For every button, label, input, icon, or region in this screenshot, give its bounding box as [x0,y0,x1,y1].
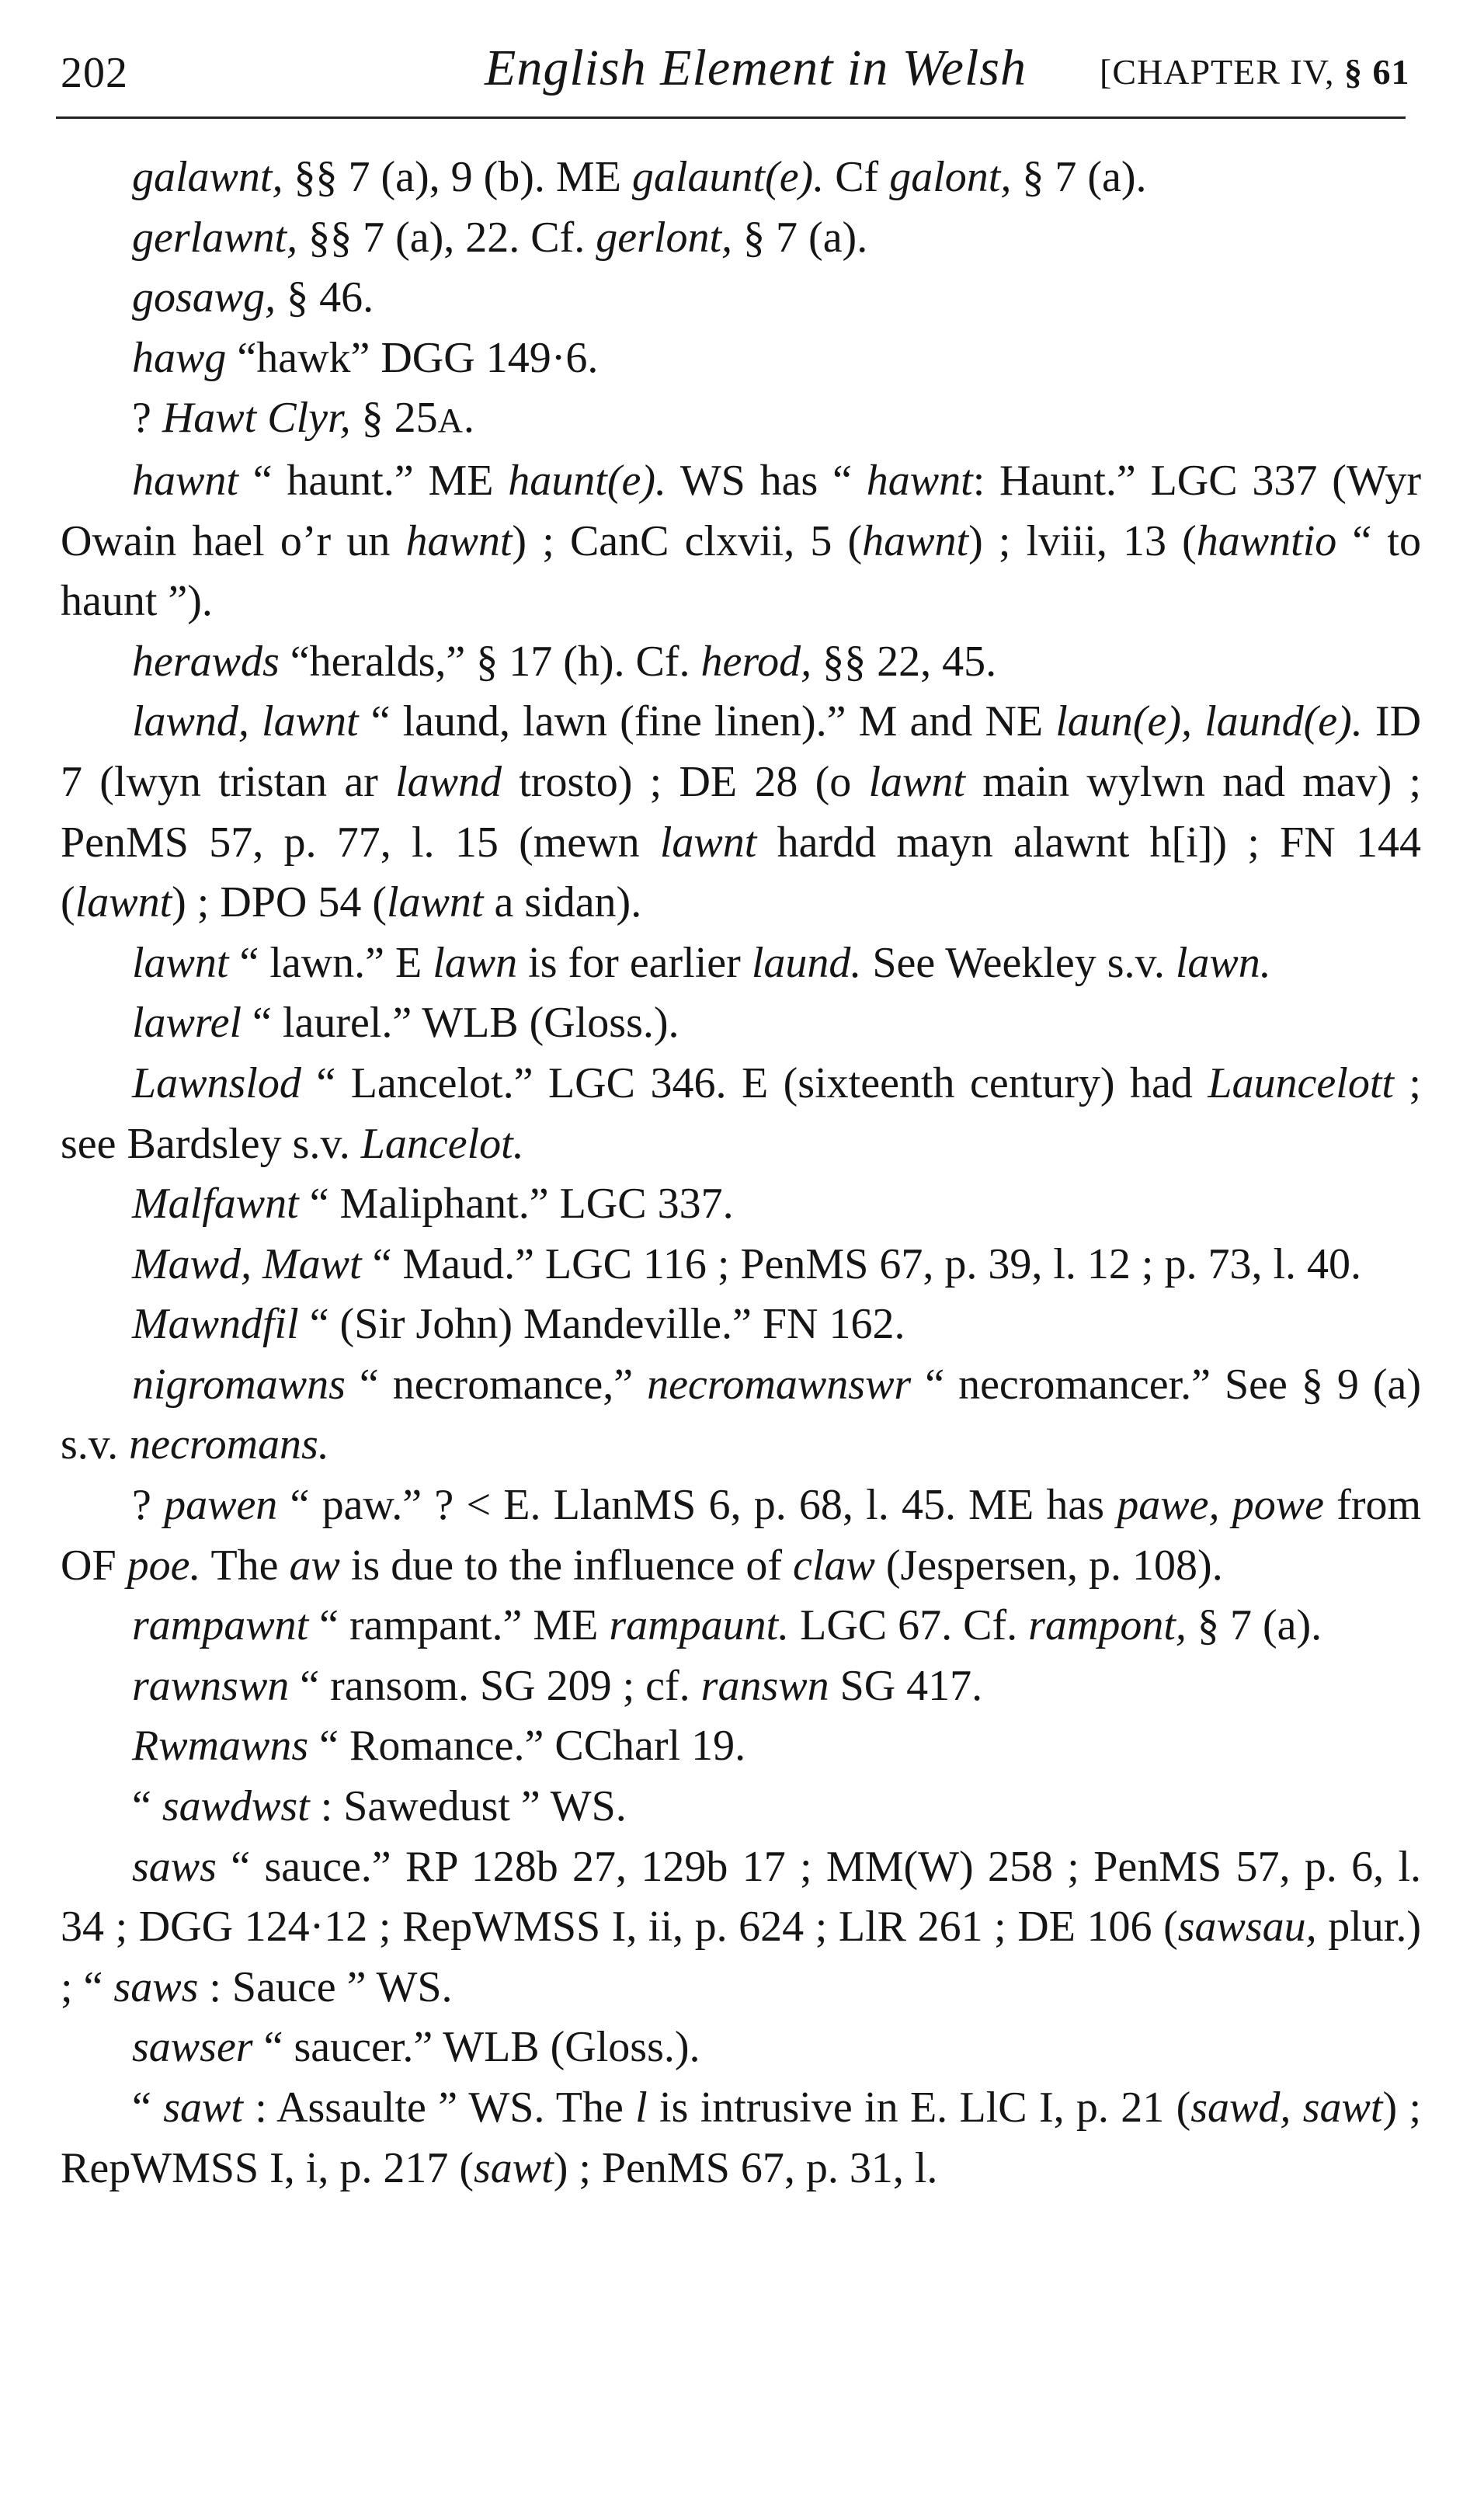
headword: rampawnt [132,1601,309,1650]
entry-lawnd: lawnd, lawnt “ laund, lawn (fine linen).” M and NE laun(e), laund(e). ID 7 (lwyn tristan ar lawnd trosto) ; DE 28 (o lawnt main wylwn nad mav) ; PenMS 57, p. 77, l. 15 (mewn lawnt hardd mayn alawnt h[i]) ; FN 144 (lawnt) ; DPO 54 (lawnt a sidan). [61,697,1422,927]
page-header [56,34,1410,104]
entry-lawrel: lawrel “ laurel.” WLB (Gloss.). [132,999,679,1048]
headword: sawser [132,2023,253,2072]
headword: herawds [132,637,280,686]
entry-rampawnt: rampawnt “ rampant.” ME rampaunt. LGC 67. Cf. rampont, § 7 (a). [132,1601,1322,1650]
entry-galawnt: galawnt, §§ 7 (a), 9 (b). ME galaunt(e). Cf galont, § 7 (a). [132,153,1147,201]
headword: lawnt [132,938,229,987]
headword: hawnt [132,456,238,505]
headword: rawnswn [132,1661,290,1710]
entry-sawdwst: “ sawdwst : Sawedust ” WS. [132,1782,627,1831]
entry-malfawnt: Malfawnt “ Maliphant.” LGC 337. [132,1180,734,1229]
entry-lawnt: lawnt “ lawn.” E lawn is for earlier laund. See Weekley s.v. lawn. [132,938,1271,987]
entry-hawg: hawg “hawk” DGG 149·6. [132,333,599,382]
chapter-label: [CHAPTER IV, [1100,52,1345,92]
entry-lawnslod: Lawnslod “ Lancelot.” LGC 346. E (sixteenth century) had Launcelott ; see Bardsley s.v. Lancelot. [61,1058,1421,1168]
entry-mawd: Mawd, Mawt “ Maud.” LGC 116 ; PenMS 67, p. 39, l. 12 ; p. 73, l. 40. [132,1239,1362,1288]
entry-rwmawns: Rwmawns “ Romance.” CCharl 19. [132,1722,746,1771]
headword: Mawndfil [132,1300,299,1349]
headword: gerlawnt, [132,213,298,262]
entry-hawt-clyr: ? Hawt Clyr, § 25A. [132,394,474,443]
entry-herawds: herawds “heralds,” § 17 (h). Cf. herod, §§ 22, 45. [132,637,997,686]
entry-sawt: “ sawt : Assaulte ” WS. The l is intrusive in E. LlC I, p. 21 (sawd, sawt) ; RepWMSS I, i, p. 217 (sawt) ; PenMS 67, p. 31, l. [61,2084,1421,2192]
headword: lawnd, lawnt [132,697,359,746]
entry-saws: saws “ sauce.” RP 128b 27, 129b 17 ; MM(W) 258 ; PenMS 57, p. 6, l. 34 ; DGG 124·12 ; RepWMSS I, ii, p. 624 ; LlR 261 ; DE 106 (sawsau, plur.) ; “ saws : Sauce ” WS. [61,1842,1422,2011]
chapter-reference [1100,51,1410,92]
headword: hawg [132,333,227,382]
headword: saws [132,1842,217,1891]
header-rule [56,116,1406,119]
headword: Hawt Clyr, [162,394,351,443]
headword: Lawnslod [132,1058,301,1107]
headword: sawt [163,2084,243,2132]
entry-hawnt: hawnt “ haunt.” ME haunt(e). WS has “ hawnt: Haunt.” LGC 337 (Wyr Owain hael o’r un hawnt) ; CanC clxvii, 5 (hawnt) ; lviii, 13 (hawntio “ to haunt ”). [61,456,1421,626]
headword: Malfawnt [132,1180,299,1229]
headword: Mawd, Mawt [132,1239,362,1288]
entry-pawen: ? pawen “ paw.” ? < E. LlanMS 6, p. 68, l. 45. ME has pawe, powe from OF poe. The aw is due to the influence of claw (Jespersen, p. 108). [61,1481,1422,1590]
entry-mawndfil: Mawndfil “ (Sir John) Mandeville.” FN 162. [132,1300,905,1349]
entry-nigromawns: nigromawns “ necromance,” necromawnswr “ necromancer.” See § 9 (a) s.v. necromans. [61,1360,1421,1469]
headword: lawrel [132,999,242,1048]
headword: pawen [164,1481,278,1530]
entry-gosawg: gosawg, § 46. [132,273,374,322]
headword: nigromawns [132,1360,346,1409]
dictionary-entries [61,148,1421,2198]
section-number: § 61 [1344,52,1410,92]
entry-rawnswn: rawnswn “ ransom. SG 209 ; cf. ranswn SG 417. [132,1661,983,1710]
headword: sawdwst [162,1782,310,1831]
entry-sawser: sawser “ saucer.” WLB (Gloss.). [132,2023,700,2072]
entry-gerlawnt: gerlawnt, §§ 7 (a), 22. Cf. gerlont, § 7 (a). [132,213,868,262]
headword: Rwmawns [132,1722,309,1771]
headword: gosawg, [132,273,276,322]
running-title: English Element in Welsh [485,40,1027,96]
page-number: 202 [61,49,128,97]
headword: galawnt, [132,153,283,201]
